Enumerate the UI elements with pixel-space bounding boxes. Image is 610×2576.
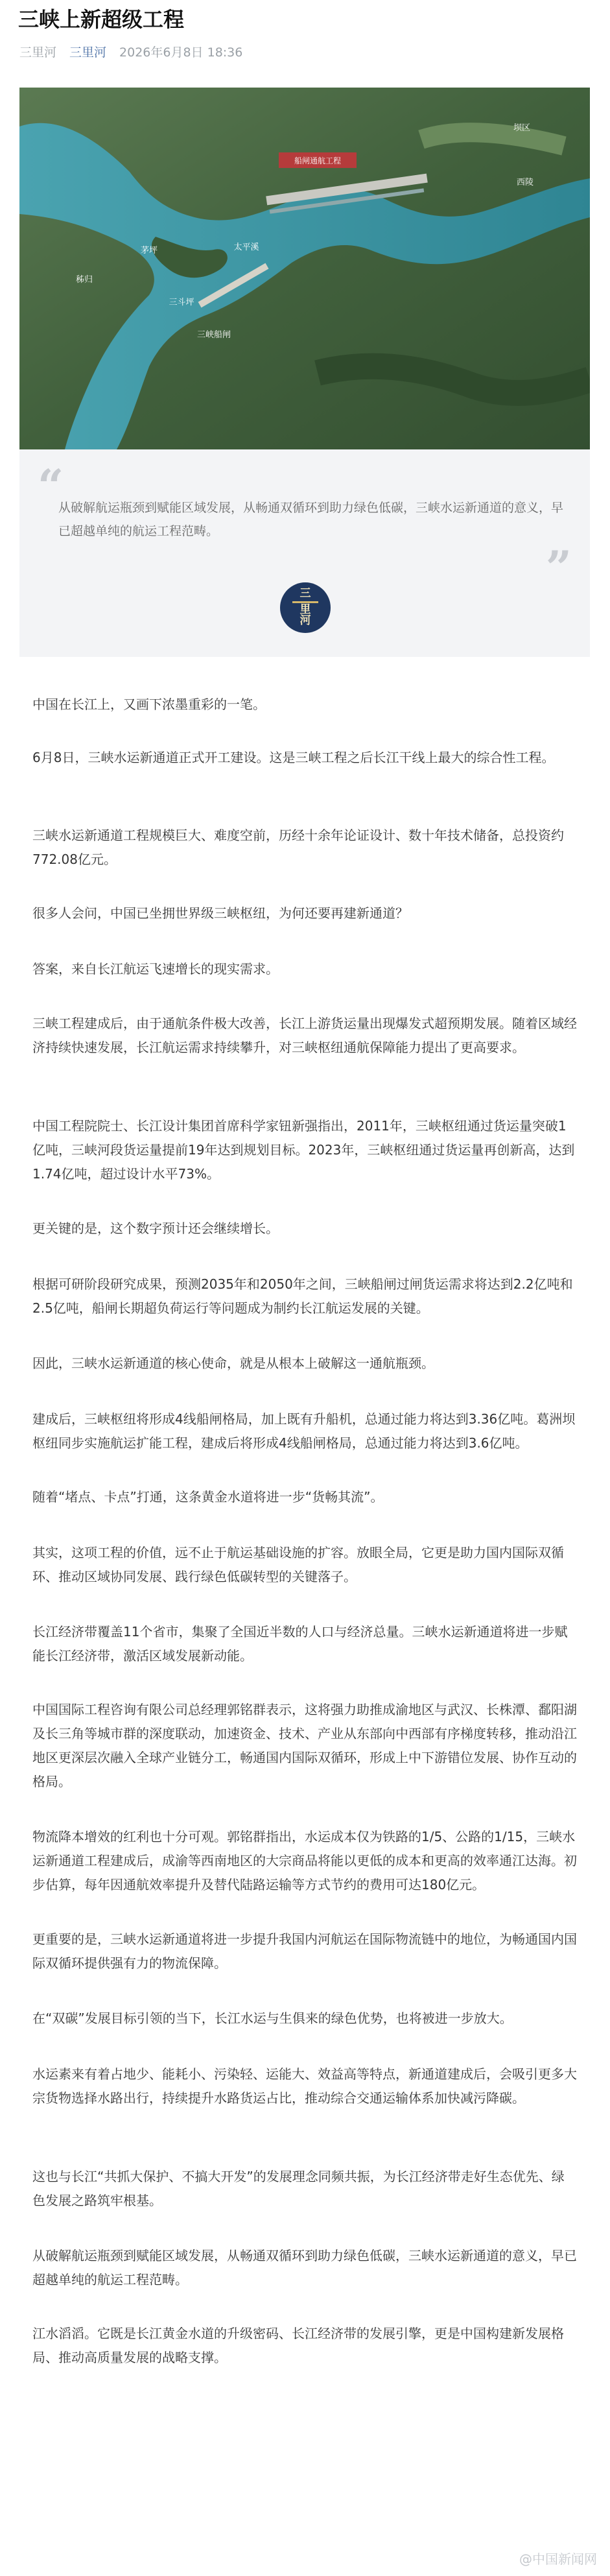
body-paragraph: 更重要的是，三峡水运新通道将进一步提升我国内河航运在国际物流链中的地位，为畅通国内国际双循环提供强有力的物流保障。 xyxy=(32,1931,577,1971)
body-paragraph: 三峡水运新通道工程规模巨大、难度空前，历经十余年论证设计、数十年技术储备，总投资约772.08亿元。 xyxy=(32,828,564,867)
body-paragraph: 6月8日，三峡水运新通道正式开工建设。这是三峡工程之后长江干线上最大的综合性工程。 xyxy=(32,750,555,765)
account-logo-badge xyxy=(280,582,331,633)
body-paragraph: 更关键的是，这个数字预计还会继续增长。 xyxy=(32,1221,279,1236)
body-paragraph: 江水滔滔。它既是长江黄金水道的升级密码、长江经济带的发展引擎，更是中国构建新发展格局、推动高质量发展的战略支撑。 xyxy=(32,2326,564,2365)
author-name: 三里河 xyxy=(19,45,57,60)
body-paragraph: 随着“堵点、卡点”打通，这条黄金水道将进一步“货畅其流”。 xyxy=(32,1489,384,1505)
map-label: 秭归 xyxy=(75,275,93,285)
pull-quote-text: 从破解航运瓶颈到赋能区域发展，从畅通双循环到助力绿色低碳，三峡水运新通道的意义，早已超越单纯的航运工程范畴。 xyxy=(58,501,564,538)
article-title: 三峡上新超级工程 xyxy=(18,7,185,32)
logo-character: 里 xyxy=(299,602,311,616)
publish-date: 2026年6月8日 18:36 xyxy=(119,45,243,60)
account-link[interactable]: 三里河 xyxy=(69,45,107,60)
body-paragraph: 建成后，三峡枢纽将形成4线船闸格局，加上既有升船机，总通过能力将达到3.36亿吨。葛洲坝枢纽同步实施航运扩能工程，建成后将形成4线船闸格局，总通过能力将达到3.6亿吨。 xyxy=(32,1411,576,1451)
map-label: 太平溪 xyxy=(233,243,259,252)
close-quote-icon: ” xyxy=(545,541,572,595)
body-paragraph: 中国工程院院士、长江设计集团首席科学家钮新强指出，2011年，三峡枢纽通过货运量突破1亿吨，三峡河段货运量提前19年达到规划目标。2023年，三峡枢纽通过货运量再创新高，达到1.74亿吨，超过设计水平73%。 xyxy=(32,1118,575,1182)
map-label: 坝区 xyxy=(513,123,531,133)
map-label: 三斗坪 xyxy=(169,298,194,307)
body-paragraph: 其实，这项工程的价值，远不止于航运基础设施的扩容。放眼全局，它更是助力国内国际双循环、推动区域协同发展、践行绿色低碳转型的关键落子。 xyxy=(32,1545,564,1584)
map-label: 三峡船闸 xyxy=(196,330,231,340)
logo-character: 河 xyxy=(299,614,311,628)
body-paragraph: 根据可研阶段研究成果，预测2035年和2050年之间，三峡船闸过闸货运需求将达到2.2亿吨和2.5亿吨，船闸长期超负荷运行等问题成为制约长江航运发展的关键。 xyxy=(32,1276,573,1316)
body-paragraph: 中国在长江上，又画下浓墨重彩的一笔。 xyxy=(32,697,266,712)
body-paragraph: 三峡工程建成后，由于通航条件极大改善，长江上游货运量出现爆发式超预期发展。随着区域经济持续快速发展，长江航运需求持续攀升，对三峡枢纽通航保障能力提出了更高要求。 xyxy=(32,1016,577,1055)
open-quote-icon: “ xyxy=(38,459,64,513)
body-paragraph: 因此，三峡水运新通道的核心使命，就是从根本上破解这一通航瓶颈。 xyxy=(32,1355,434,1371)
pull-quote xyxy=(19,449,590,657)
map-label: 茅坪 xyxy=(140,246,158,256)
body-paragraph: 长江经济带覆盖11个省市，集聚了全国近半数的人口与经济总量。三峡水运新通道将进一步赋能长江经济带，激活区域发展新动能。 xyxy=(32,1624,568,1664)
body-paragraph: 中国国际工程咨询有限公司总经理郭铭群表示，这将强力助推成渝地区与武汉、长株潭、鄱阳湖及长三角等城市群的深度联动，加速资金、技术、产业从东部向中西部有序梯度转移，推动沿江地区更深层次融入全球产业链分工，畅通国内国际双循环，形成上中下游错位发展、协作互动的格局。 xyxy=(32,1702,577,1789)
satellite-map-image xyxy=(19,88,590,449)
map-label: 西陵 xyxy=(516,178,534,187)
logo-character: 三 xyxy=(299,586,311,600)
body-paragraph: 物流降本增效的红利也十分可观。郭铭群指出，水运成本仅为铁路的1/5、公路的1/15，三峡水运新通道工程建成后，成渝等西南地区的大宗商品将能以更低的成本和更高的效率通江达海。初步估算，每年因通航效率提升及替代陆路运输等方式节约的费用可达180亿元。 xyxy=(32,1829,577,1892)
body-paragraph: 在“双碳”发展目标引领的当下，长江水运与生俱来的绿色优势，也将被进一步放大。 xyxy=(32,2010,513,2026)
body-paragraph: 这也与长江“共抓大保护、不搞大开发”的发展理念同频共振，为长江经济带走好生态优先、绿色发展之路筑牢根基。 xyxy=(32,2169,565,2208)
article-meta xyxy=(19,43,242,60)
body-paragraph: 答案，来自长江航运飞速增长的现实需求。 xyxy=(32,961,279,977)
body-paragraph: 很多人会问，中国已坐拥世界级三峡枢纽，为何还要再建新通道？ xyxy=(32,905,408,921)
body-paragraph: 从破解航运瓶颈到赋能区域发展，从畅通双循环到助力绿色低碳，三峡水运新通道的意义，早已超越单纯的航运工程范畴。 xyxy=(32,2248,577,2287)
body-paragraph: 水运素来有着占地少、能耗小、污染轻、运能大、效益高等特点，新通道建成后，会吸引更多大宗货物选择水路出行，持续提升水路货运占比，推动综合交通运输体系加快减污降碳。 xyxy=(32,2066,577,2106)
map-label: 船闸通航工程 xyxy=(294,156,342,165)
watermark-text: @中国新闻网 xyxy=(519,2551,597,2567)
